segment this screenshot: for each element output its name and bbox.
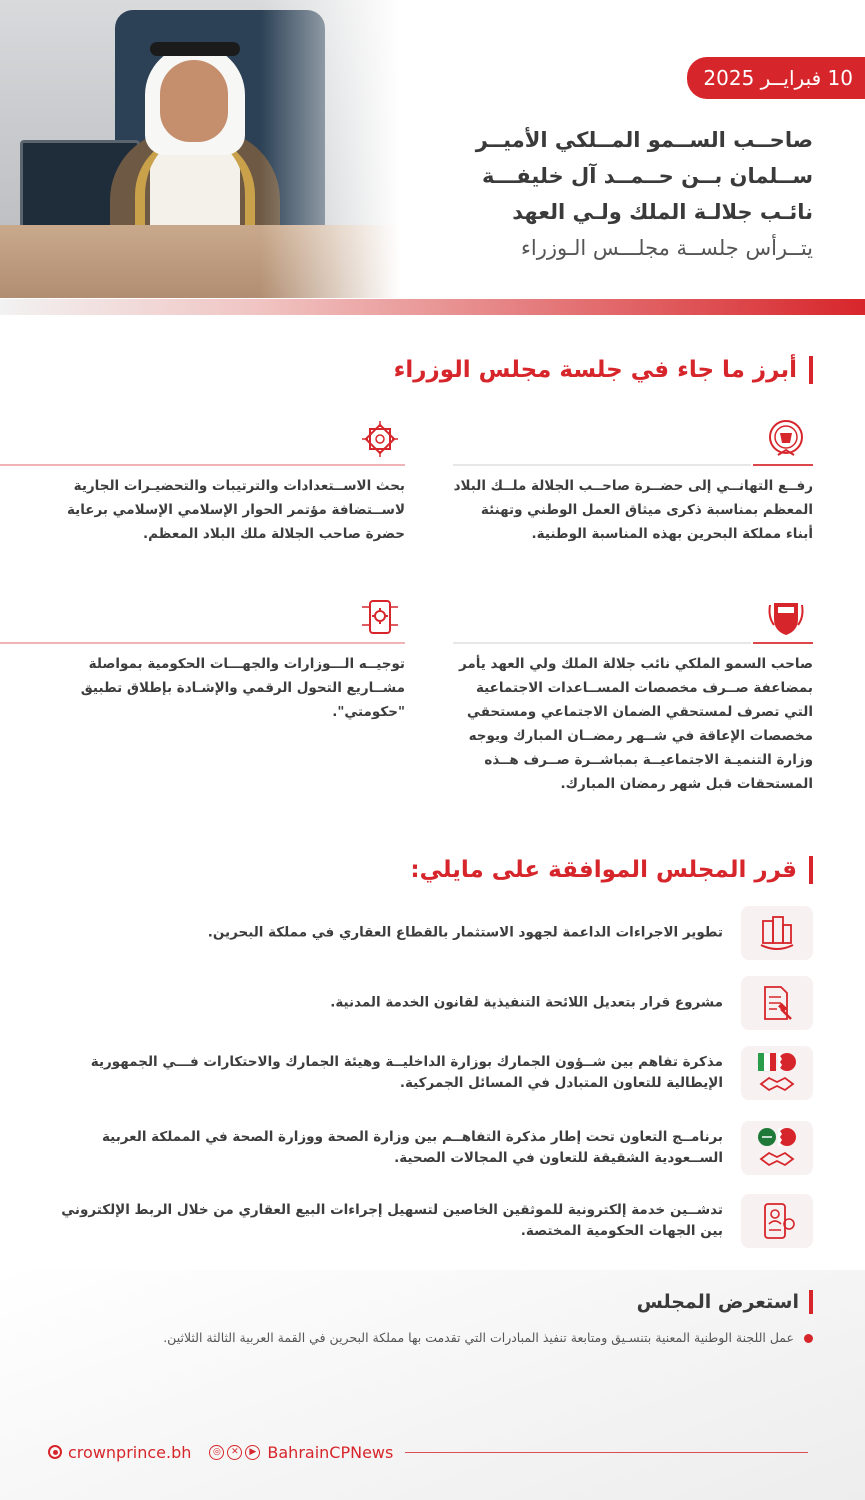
highlight-text: رفــع التهانــي إلى حضــرة صاحــب الجلالة ملــك البلاد المعظم بمناسبة ذكرى ميثاق العمل الوطني وتهنئة أبناء مملكة البحرين بهذه المناسبة الوطنية. <box>453 478 813 542</box>
highlight-card <box>45 416 405 556</box>
card-divider <box>0 464 405 466</box>
highlight-card <box>453 416 813 556</box>
decision-text: مشروع قرار بتعديل اللائحة التنفيذية لقانون الخدمة المدنية. <box>330 994 723 1011</box>
document-gavel-icon <box>741 976 813 1030</box>
highlight-text: توجيــه الـــوزارات والجهـــات الحكومية بمواصلة مشــاريع التحول الرقمي والإشـادة بإطلاق تطبيق "حكومتي". <box>80 656 405 720</box>
youtube-icon[interactable]: ▶ <box>245 1445 260 1460</box>
web-icon <box>48 1445 62 1459</box>
decision-item <box>53 1194 813 1248</box>
footer <box>48 1440 808 1464</box>
title-subline: يتــرأس جلســة مجلـــس الـوزراء <box>520 236 813 260</box>
card-accent-rule <box>753 464 813 466</box>
decision-text: مذكرة تفاهم بين شــؤون الجمارك بوزارة الداخليــة وهيئة الجمارك والاحتكارات فـــي الجمهورية الإيطالية للتعاون المتبادل في المسائل الجمركية. <box>90 1054 723 1091</box>
bullet-dot <box>804 1334 813 1343</box>
bahrain-italy-handshake-icon <box>741 1046 813 1100</box>
bahrain-shield-icon <box>763 594 809 640</box>
digital-gear-icon <box>357 594 403 640</box>
national-emblem-icon <box>763 416 809 462</box>
website-text: crownprince.bh <box>68 1442 192 1462</box>
social-links[interactable] <box>209 1443 393 1462</box>
decision-item <box>53 906 813 960</box>
islamic-star-icon <box>357 416 403 462</box>
review-title: استعرض المجلس <box>637 1290 813 1314</box>
decision-item <box>53 1121 813 1175</box>
highlight-card <box>45 594 405 734</box>
card-divider <box>0 642 405 644</box>
highlight-text: صاحب السمو الملكي نائب جلالة الملك ولي العهد يأمر بمضاعفة صــرف مخصصات المســاعدات الاجتماعية التي تصرف لمستحقي الضمان الاجتماعي ومستحقي مخصصات الإعاقة في شــهر رمضــان المبارك ويوجه وزارة التنميـة الاجتماعيــة بمباشــرة صــرف هــذه المستحقات قبل شهر رمضان المبارك. <box>458 656 813 792</box>
header-divider-band <box>0 299 865 315</box>
card-divider <box>453 464 751 466</box>
bahrain-saudi-handshake-icon <box>741 1121 813 1175</box>
buildings-gear-icon <box>741 906 813 960</box>
title-line: نائـب جلالـة الملك ولـي العهد <box>512 200 813 224</box>
instagram-icon[interactable]: ◎ <box>209 1445 224 1460</box>
header-photo <box>0 0 400 298</box>
face-shape <box>160 60 228 142</box>
x-icon[interactable]: ✕ <box>227 1445 242 1460</box>
page-title <box>453 122 813 266</box>
decision-item <box>53 976 813 1030</box>
desk-shape <box>0 225 400 298</box>
highlight-card <box>453 594 813 794</box>
card-divider <box>453 642 751 644</box>
title-line: صاحــب الســمو المــلكي الأميــر <box>475 128 813 152</box>
highlights-title: أبرز ما جاء في جلسة مجلس الوزراء <box>394 356 813 384</box>
decision-text: تدشــين خدمة إلكترونية للموثقين الخاصين لتسهيل إجراءات البيع العقاري من خلال الربط الإلكتروني بين الجهات الحكومية المختصة. <box>61 1202 723 1239</box>
highlight-text: بحث الاســتعدادات والترتيبات والتحضيـرات الجارية لاســتضافة مؤتمر الحوار الإسلامي الإسلامي برعاية حضرة صاحب الجلالة ملك البلاد المعظم. <box>66 478 405 542</box>
title-line: ســلمان بــن حــمــد آل خليفـــة <box>482 164 813 188</box>
decision-item <box>53 1046 813 1100</box>
decision-text: برنامــج التعاون تحت إطار مذكرة التفاهــم بين وزارة الصحة ووزارة الصحة في المملكة العربية الســعودية الشقيقة للتعاون في المجالات الصحية. <box>102 1129 723 1166</box>
agal-shape <box>150 42 240 56</box>
social-handle: BahrainCPNews <box>267 1442 394 1462</box>
website-link[interactable] <box>48 1443 191 1462</box>
review-text: عمل اللجنة الوطنية المعنية بتنسـيق ومتابعة تنفيذ المبادرات التي تقدمت بها مملكة البحرين في القمة العربية الثالثة الثلاثين. <box>163 1330 794 1345</box>
date-badge: 10 فبرايــر 2025 <box>687 57 865 99</box>
footer-rule <box>405 1452 808 1453</box>
card-accent-rule <box>753 642 813 644</box>
decision-text: تطوير الاجراءات الداعمة لجهود الاستثمار بالقطاع العقاري في مملكة البحرين. <box>207 924 723 941</box>
header <box>0 0 865 300</box>
review-item <box>53 1328 813 1348</box>
decisions-title: قرر المجلس الموافقة على مايلي: <box>410 856 813 884</box>
mobile-service-icon <box>741 1194 813 1248</box>
